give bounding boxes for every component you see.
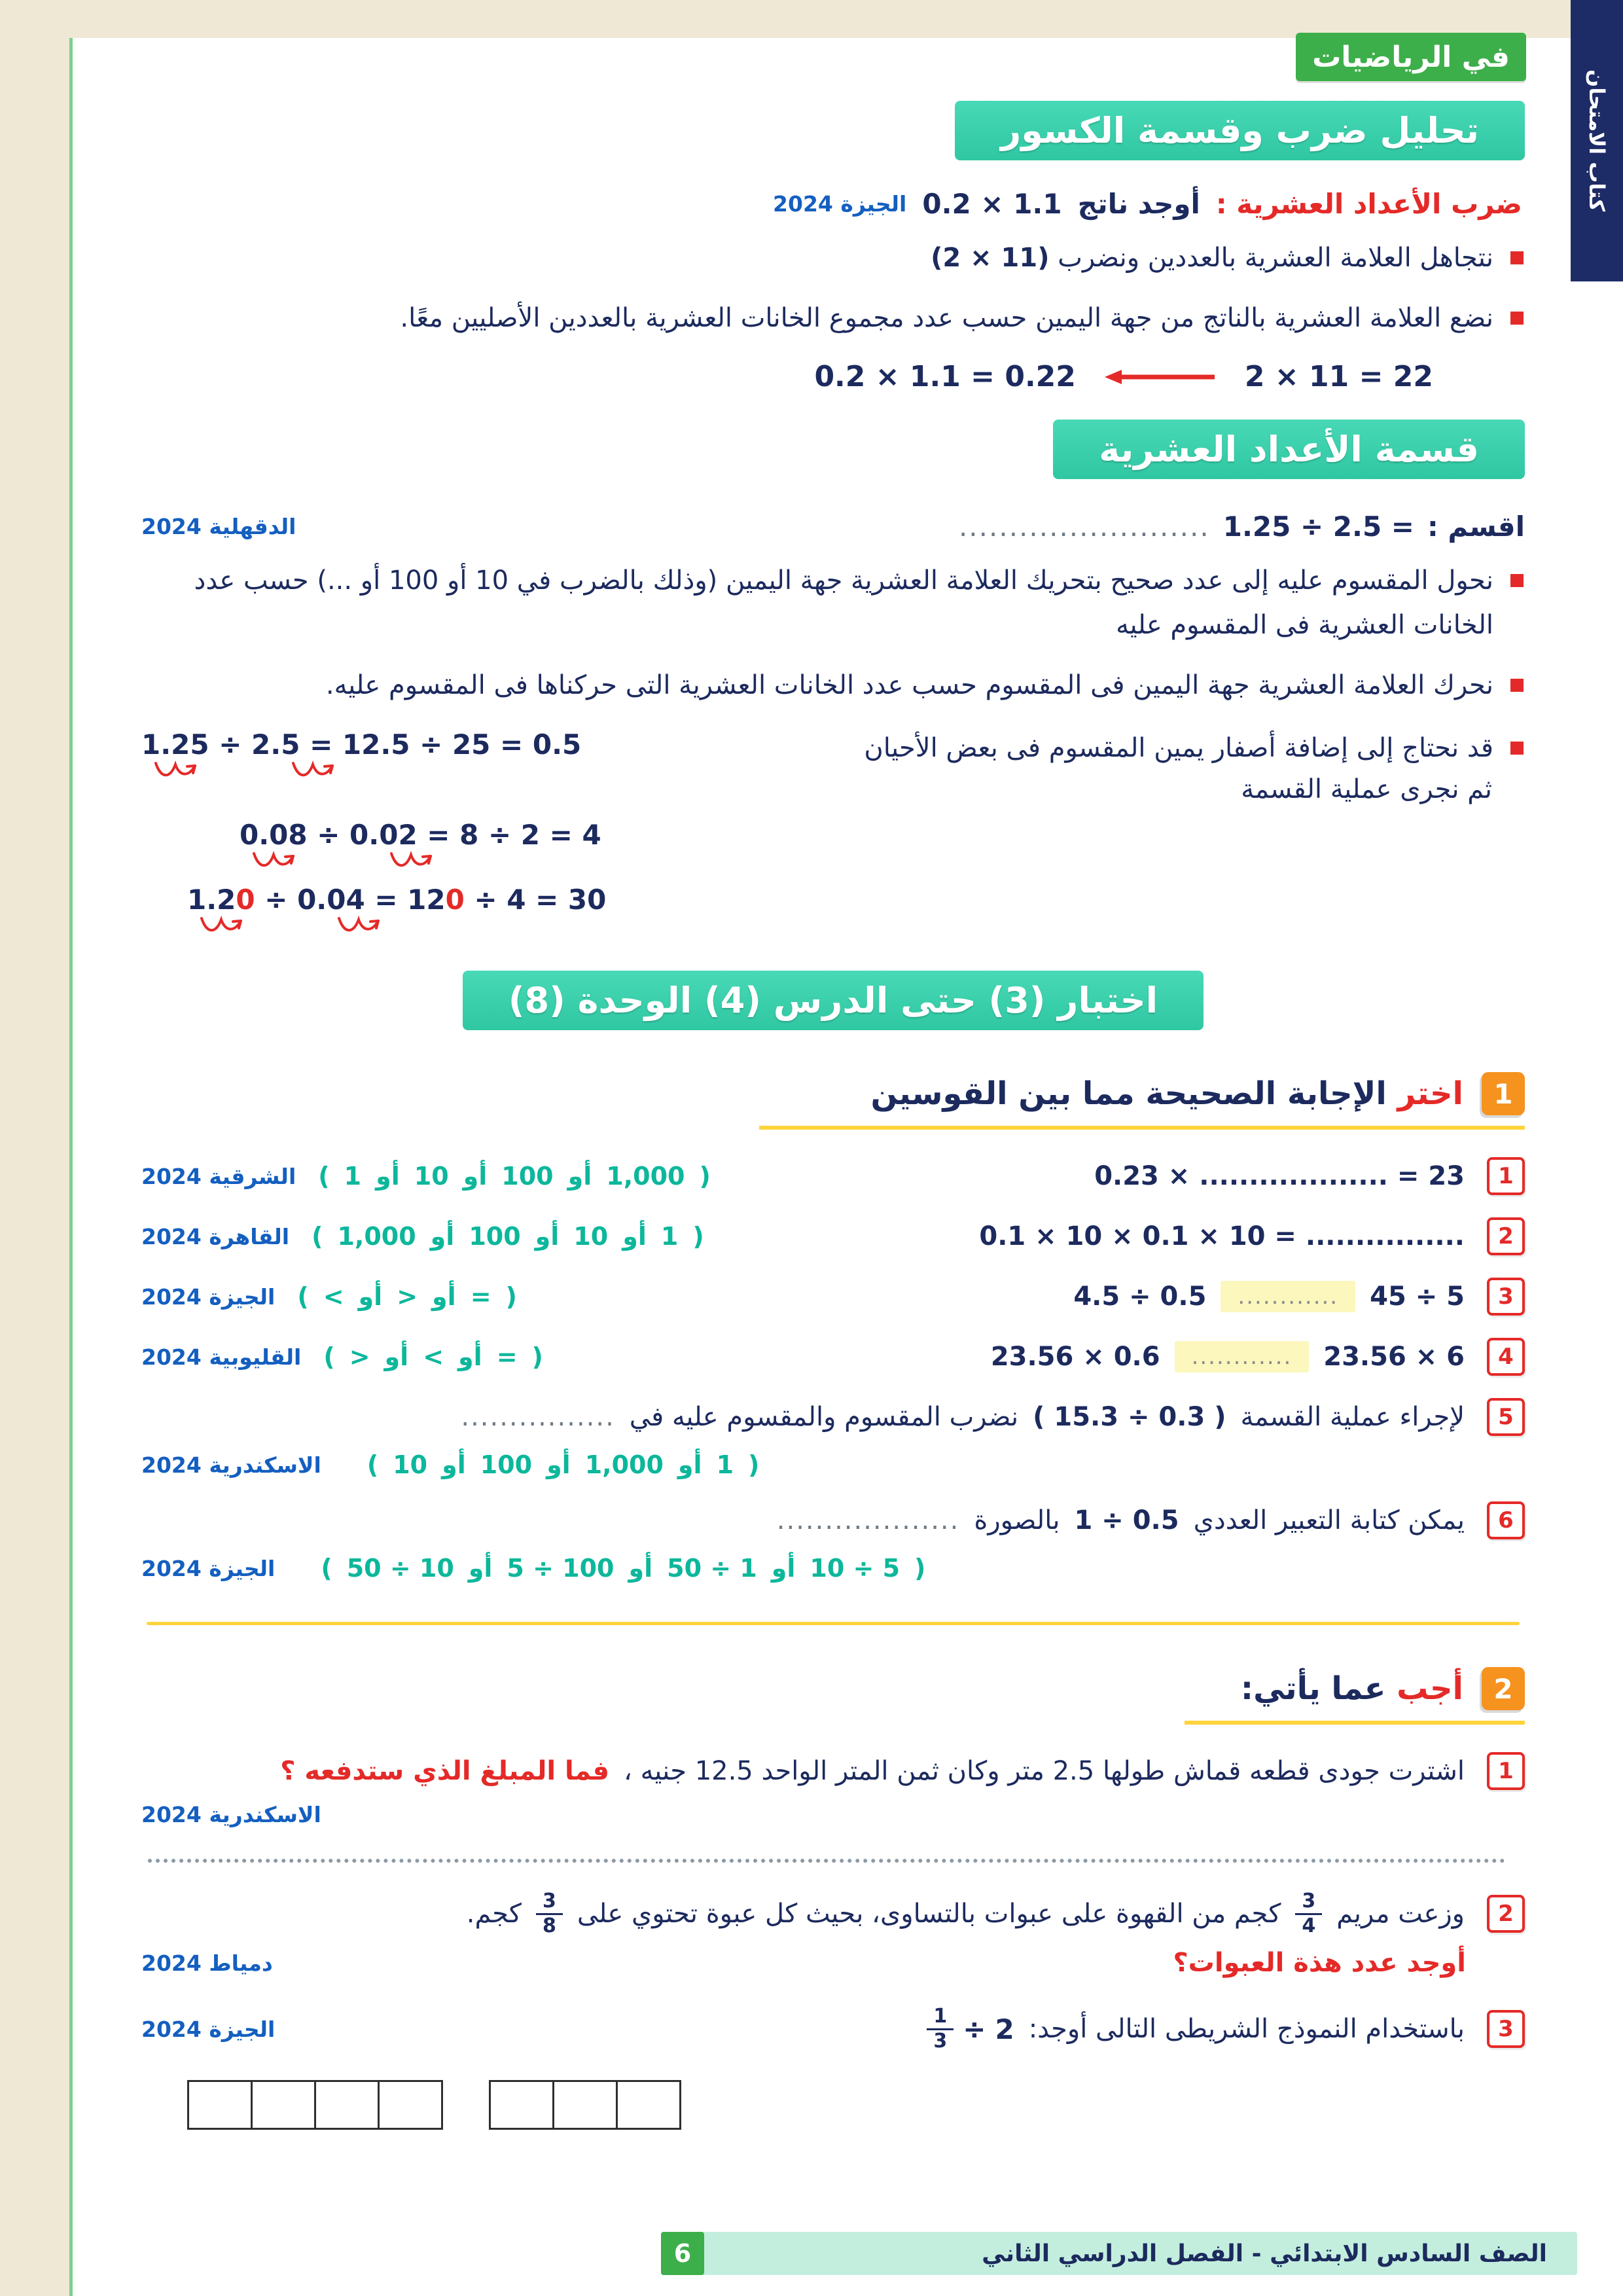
source-tag: الجيزة 2024 [141, 1283, 276, 1310]
multiplication-intro-prompt: أوجد ناتج [1077, 188, 1200, 220]
division-rule-3-row [141, 710, 1525, 804]
division-example-1-block [141, 710, 704, 779]
option-token: 1,000 [606, 1162, 685, 1191]
question-4-left-expression: 23.56 × 6 [1323, 1342, 1465, 1372]
fraction-numerator: 3 [1295, 1890, 1322, 1915]
part2-question-2-text-1: وزعت مريم [1336, 1899, 1465, 1929]
part2-title-verb: أجب [1397, 1670, 1463, 1707]
division-example-2-block [240, 819, 601, 869]
question-1 [141, 1157, 1525, 1195]
decimal-shift-arrow-icon [289, 759, 342, 779]
page-number: 6 [661, 2232, 704, 2275]
option-token: 100 [480, 1450, 533, 1479]
multiplication-intro-label: ضرب الأعداد العشرية : [1215, 188, 1522, 220]
question-5 [141, 1398, 1525, 1436]
decimal-shift-arrow-icon [387, 850, 440, 869]
tape-diagram [187, 2080, 681, 2130]
part2-question-2-text-3: كجم. [466, 1899, 522, 1929]
option-token: 10 [414, 1162, 449, 1191]
answer-options [367, 1450, 760, 1479]
part2-question-1-question: فما المبلغ الذي ستدفعه ؟ [280, 1756, 610, 1786]
option-token: 10 [573, 1222, 609, 1251]
question-1-body [733, 1161, 1465, 1191]
close-paren: ) [699, 1162, 711, 1191]
highlighted-zero: 0 [236, 884, 255, 916]
option-token: 1,000 [337, 1222, 416, 1251]
question-2 [141, 1217, 1525, 1255]
open-paren: ( [297, 1282, 309, 1311]
dividend: 2 [995, 2013, 1014, 2045]
part2-question-3-number: 3 [1487, 2010, 1525, 2048]
division-rule-1 [141, 558, 1525, 647]
section-title-multiplication [955, 101, 1525, 160]
fraction-denominator: 3 [933, 2029, 948, 2053]
division-example-2: 0.08 ÷ 0.02 = 8 ÷ 2 = 4 [240, 819, 601, 851]
question-6-text-2: بالصورة [974, 1505, 1060, 1535]
close-paren: ) [692, 1222, 704, 1251]
division-sign: ÷ [963, 2013, 986, 2045]
division-rule-3-line1 [704, 726, 1525, 770]
part2-number-box: 2 [1482, 1667, 1525, 1710]
question-5-body [141, 1402, 1465, 1432]
answer-options [321, 1554, 925, 1583]
division-prompt-row [141, 511, 1525, 543]
fraction-numerator: 3 [536, 1890, 563, 1915]
footer-grade-label: الصف السادس الابتدائي - الفصل الدراسي الثاني [982, 2240, 1547, 2267]
part2-title-rest: عما يأتي: [1240, 1670, 1386, 1707]
question-5-options-row [141, 1450, 1525, 1479]
question-4-body [565, 1341, 1465, 1372]
tape-group [489, 2080, 681, 2130]
or-word: أو [376, 1162, 400, 1191]
question-6-options-row [141, 1554, 1525, 1583]
close-paren: ) [505, 1282, 517, 1311]
part2-question-1 [141, 1752, 1525, 1790]
or-word: أو [432, 1282, 456, 1311]
decimal-shift-arrow-icon [250, 850, 302, 869]
source-tag: القاهرة 2024 [141, 1223, 290, 1249]
fraction-three-quarters [1295, 1890, 1322, 1937]
multiplication-rule-2 [141, 296, 1525, 340]
division-answer-blank[interactable]: ......................... [958, 511, 1210, 543]
division-prompt: اقسم : [1427, 511, 1525, 543]
or-word: أو [546, 1450, 571, 1479]
question-1-number: 1 [1487, 1157, 1525, 1195]
close-paren: ) [748, 1450, 760, 1479]
multiplication-rule-2-text: نضع العلامة العشرية بالناتج من جهة اليمين حسب عدد مجموع الخانات العشرية بالعددين الأصليين معًا. [400, 303, 1493, 333]
question-6-answer-blank[interactable]: ................... [776, 1505, 960, 1535]
or-word: أو [677, 1450, 702, 1479]
source-tag: الجيزة 2024 [773, 191, 907, 217]
open-paren: ( [321, 1554, 332, 1583]
page-content [69, 38, 1623, 2296]
open-paren: ( [323, 1342, 335, 1371]
division-rule-2-text: نحرك العلامة العشرية جهة اليمين فى المقسوم حسب عدد الخانات العشرية التى حركناها فى المقسوم عليه. [325, 670, 1493, 700]
part2-question-1-body [141, 1756, 1465, 1786]
or-word: أو [442, 1450, 466, 1479]
decimal-shift-arrows [240, 850, 601, 869]
equation-part: ÷ 4 = 30 [464, 884, 607, 916]
division-example-3-block [187, 884, 606, 934]
division-example-3 [187, 884, 606, 916]
source-tag: الاسكندرية 2024 [141, 1452, 321, 1478]
question-1-equation: 0.23 × ................... = 23 [1094, 1161, 1465, 1191]
part1-header [759, 1072, 1525, 1130]
tape-group [187, 2080, 443, 2130]
yellow-separator [147, 1622, 1520, 1625]
source-tag: القليوبية 2024 [141, 1344, 302, 1370]
or-word: أو [458, 1342, 482, 1371]
brand-strip-label: كتاب الامتحان [1584, 69, 1609, 212]
footer-bar [661, 2232, 1577, 2275]
or-word: أو [430, 1222, 455, 1251]
tape-cell[interactable] [251, 2080, 316, 2130]
answer-options [297, 1282, 517, 1311]
tape-cell[interactable] [314, 2080, 380, 2130]
question-5-expression: ( 15.3 ÷ 0.3 ) [1033, 1402, 1226, 1432]
decimal-shift-arrow-icon [198, 914, 250, 934]
or-word: أو [468, 1554, 493, 1583]
or-word: أو [535, 1222, 560, 1251]
or-word: أو [771, 1554, 796, 1583]
option-token: 50 ÷ 10 [346, 1554, 454, 1583]
question-6-text-1: يمكن كتابة التعبير العددي [1193, 1505, 1465, 1535]
question-5-text-1: لإجراء عملية القسمة [1240, 1402, 1465, 1432]
tape-cell[interactable] [552, 2080, 618, 2130]
decimal-equation: 0.2 × 1.1 = 0.22 [814, 360, 1076, 393]
multiplication-intro-expression: 0.2 × 1.1 [922, 188, 1062, 220]
division-rule-2 [141, 663, 1525, 708]
option-token: 1 [344, 1162, 362, 1191]
fraction-one-third [927, 2005, 954, 2053]
question-4-right-expression: 23.56 × 0.6 [990, 1342, 1160, 1372]
division-rule-3-line2: ثم نجرى عملية القسمة [1241, 774, 1492, 804]
question-5-answer-blank[interactable]: ................ [461, 1402, 615, 1432]
answer-options [312, 1222, 704, 1251]
part2-question-1-text: اشترت جودى قطعه قماش طولها 2.5 متر وكان ثمن المتر الواحد 12.5 جنيه ، [624, 1756, 1465, 1786]
tape-cell[interactable] [616, 2080, 681, 2130]
decimal-shift-arrows [187, 914, 606, 934]
part2-question-3 [141, 2005, 1525, 2053]
part2-question-1-tag-row [141, 1802, 1525, 1827]
option-token: < [423, 1342, 444, 1371]
tape-cell[interactable] [489, 2080, 554, 2130]
question-6-number: 6 [1487, 1501, 1525, 1539]
part2-question-2-number: 2 [1487, 1895, 1525, 1933]
equation-part: ÷ 0.04 = 12 [255, 884, 446, 916]
part2-question-2-text-2: كجم من القهوة على عبوات بالتساوى، بحيث كل عبوة تحتوي على [577, 1899, 1281, 1929]
decimal-shift-arrow-icon [152, 759, 204, 779]
tape-cell[interactable] [378, 2080, 443, 2130]
source-tag: الاسكندرية 2024 [141, 1802, 321, 1827]
option-token: 5 ÷ 100 [507, 1554, 615, 1583]
part2-question-2 [141, 1890, 1525, 1937]
section-title-division-label: قسمة الأعداد العشرية [1099, 429, 1479, 470]
question-2-body [726, 1221, 1465, 1251]
option-token: < [323, 1282, 344, 1311]
close-paren: ) [531, 1342, 543, 1371]
decimal-shift-arrow-icon [335, 914, 387, 934]
question-3-answer-box[interactable]: ............ [1221, 1281, 1355, 1312]
brand-strip [1571, 0, 1623, 281]
section-title-division [1053, 420, 1525, 479]
question-2-number: 2 [1487, 1217, 1525, 1255]
decimal-shift-arrows [141, 759, 704, 779]
or-word: أو [463, 1162, 488, 1191]
tape-cell[interactable] [187, 2080, 253, 2130]
division-rule-1-text: نحول المقسوم عليه إلى عدد صحيح بتحريك العلامة العشرية جهة اليمين (وذلك بالضرب في 10 أو 100 أو ...) حسب عدد الخانات العشرية فى المقسوم عليه [194, 565, 1493, 640]
or-word: أو [384, 1342, 409, 1371]
highlighted-zero: 0 [445, 884, 465, 916]
part1-title-verb: اختر [1397, 1075, 1463, 1112]
option-token: 10 [393, 1450, 428, 1479]
option-token: = [496, 1342, 518, 1371]
test-title [463, 971, 1204, 1030]
part2-question-2-body [141, 1890, 1465, 1937]
part2-title [1241, 1670, 1463, 1707]
question-5-text-2: نضرب المقسوم والمقسوم عليه في [629, 1402, 1019, 1432]
fraction-denominator: 4 [1302, 1914, 1316, 1937]
option-token: 1 [716, 1450, 734, 1479]
source-tag: الجيزة 2024 [141, 1555, 276, 1581]
part2-question-2-subquestion-row [141, 1948, 1466, 1978]
open-paren: ( [318, 1162, 330, 1191]
part2-question-1-answer-line[interactable] [148, 1856, 1505, 1863]
option-token: 10 ÷ 5 [810, 1554, 901, 1583]
division-example-1: 1.25 ÷ 2.5 = 12.5 ÷ 25 = 0.5 [141, 728, 582, 761]
close-paren: ) [914, 1554, 926, 1583]
division-rule-3-line1-text: قد نحتاج إلى إضافة أصفار يمين المقسوم فى بعض الأحيان [864, 733, 1493, 763]
option-token: > [349, 1342, 370, 1371]
question-6-body [141, 1505, 1465, 1535]
question-3-number: 3 [1487, 1278, 1525, 1316]
source-tag: الدقهلية 2024 [141, 514, 296, 539]
option-token: 1,000 [584, 1450, 664, 1479]
fraction-three-eighths [536, 1890, 563, 1937]
question-4-answer-box[interactable]: ............ [1175, 1341, 1310, 1372]
open-paren: ( [366, 1450, 379, 1479]
subject-badge-label: في الرياضيات [1312, 40, 1510, 74]
option-token: 100 [469, 1222, 521, 1251]
part2-question-1-number: 1 [1487, 1752, 1525, 1790]
multiplication-result [814, 360, 1433, 393]
question-3 [141, 1278, 1525, 1316]
part2-question-3-expression [927, 2005, 1014, 2053]
multiplication-rule-1 [141, 236, 1525, 280]
or-word: أو [628, 1554, 653, 1583]
division-expression: 1.25 ÷ 2.5 = [1222, 511, 1414, 543]
question-3-right-expression: 4.5 ÷ 0.5 [1073, 1282, 1207, 1312]
source-tag: الشرقية 2024 [141, 1163, 296, 1189]
division-rule-3 [704, 710, 1525, 804]
question-5-number: 5 [1487, 1398, 1525, 1436]
question-3-left-expression: 45 ÷ 5 [1370, 1282, 1465, 1312]
or-word: أو [358, 1282, 383, 1311]
equation-part: 1.2 [187, 884, 236, 916]
question-3-body [539, 1281, 1465, 1312]
question-4-number: 4 [1487, 1338, 1525, 1376]
question-4 [141, 1338, 1525, 1376]
or-word: أو [567, 1162, 592, 1191]
part1-number-box: 1 [1482, 1072, 1525, 1115]
fraction-denominator: 8 [542, 1914, 556, 1937]
option-token: 1 [660, 1222, 679, 1251]
left-arrow-icon [1105, 368, 1216, 386]
answer-options [323, 1342, 543, 1371]
part2-header [1185, 1667, 1525, 1725]
question-2-equation: 0.1 × 10 × 0.1 × 10 = ................ [979, 1221, 1465, 1251]
fraction-numerator: 1 [927, 2005, 954, 2030]
option-token: 100 [501, 1162, 554, 1191]
part1-title [870, 1075, 1463, 1112]
source-tag: الجيزة 2024 [141, 2016, 276, 2042]
part1-title-rest: الإجابة الصحيحة مما بين القوسين [870, 1075, 1387, 1112]
answer-options [318, 1162, 711, 1191]
or-word: أو [622, 1222, 647, 1251]
open-paren: ( [312, 1222, 323, 1251]
question-6-expression: 1 ÷ 0.5 [1074, 1505, 1179, 1535]
question-6 [141, 1501, 1525, 1539]
source-tag: دمياط 2024 [141, 1950, 273, 1976]
option-token: > [397, 1282, 418, 1311]
test-title-label: اختبار (3) حتى الدرس (4) الوحدة (8) [508, 980, 1158, 1021]
option-token: 50 ÷ 1 [667, 1554, 757, 1583]
multiplication-rule-1-text: نتجاهل العلامة العشرية بالعددين ونضرب [1058, 243, 1493, 273]
part2-question-2-question: أوجد عدد هذة العبوات؟ [1173, 1948, 1466, 1978]
whole-number-equation: 2 × 11 = 22 [1244, 360, 1433, 393]
option-token: = [470, 1282, 491, 1311]
section-title-multiplication-label: تحليل ضرب وقسمة الكسور [1001, 110, 1479, 151]
part2-question-3-text: باستخدام النموذج الشريطى التالى أوجد: [1028, 2014, 1465, 2044]
multiplication-intro [141, 188, 1522, 220]
multiplication-rule-1-expression: (2 × 11) [931, 243, 1050, 273]
part2-question-3-body [297, 2005, 1465, 2053]
